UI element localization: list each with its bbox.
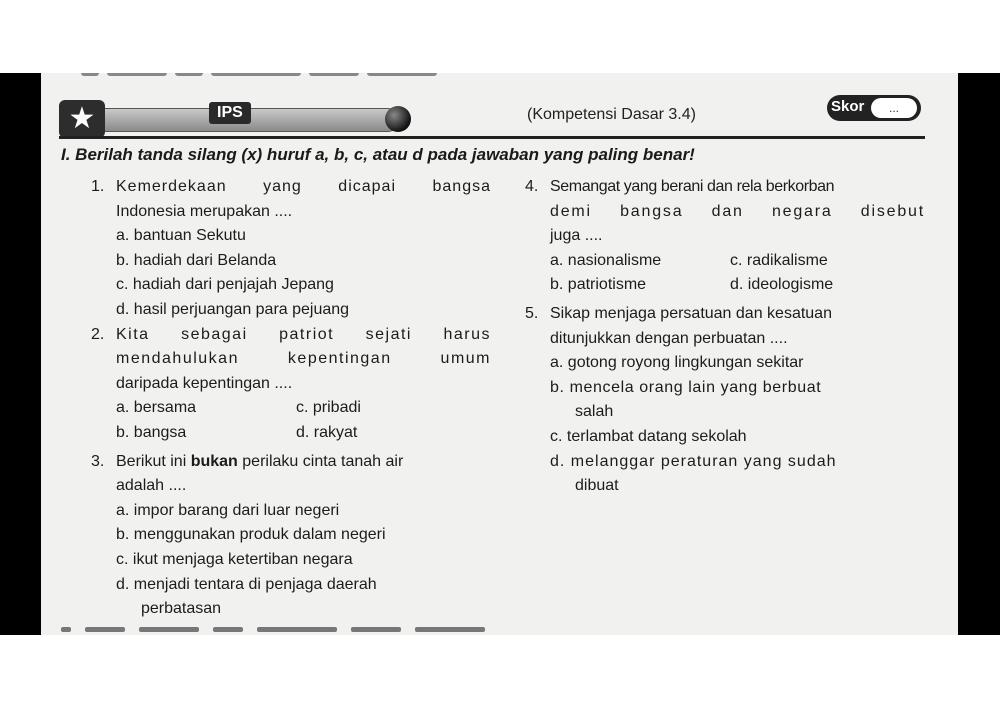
question-text-line: Kemerdekaan yang dicapai bangsa xyxy=(116,178,491,195)
instruction: I. Berilah tanda silang (x) huruf a, b, c, atau d pada jawaban yang paling benar! xyxy=(61,145,695,164)
option[interactable]: c. ikut menjaga ketertiban negara xyxy=(116,550,353,568)
question-text-line: daripada kepentingan .... xyxy=(116,374,293,392)
question-number: 1. xyxy=(91,178,105,195)
competency-label: (Kompetensi Dasar 3.4) xyxy=(527,106,696,123)
option-continuation: salah xyxy=(575,403,614,421)
star-icon: ★ xyxy=(59,100,105,138)
option[interactable]: a. impor barang dari luar negeri xyxy=(116,501,340,519)
question-number: 4. xyxy=(525,178,539,195)
score-box: ... xyxy=(871,98,917,118)
right-column xyxy=(525,175,925,499)
question-text-line: juga .... xyxy=(550,227,603,245)
option[interactable]: d. menjadi tentara di penjaga daerah xyxy=(116,575,377,593)
option[interactable]: d. ideologisme xyxy=(730,276,834,294)
option[interactable]: c. pribadi xyxy=(296,399,361,417)
question-1 xyxy=(91,175,491,224)
option-row xyxy=(525,249,925,274)
cut-off-top-line xyxy=(81,73,581,78)
option[interactable]: a. nasionalisme xyxy=(550,251,662,269)
option[interactable]: b. bangsa xyxy=(116,423,187,441)
question-3 xyxy=(91,450,491,499)
option[interactable]: b. mencela orang lain yang berbuat xyxy=(550,378,822,396)
cut-off-bottom-line xyxy=(61,627,601,635)
question-text-line: Kita sebagai patriot sejati harus xyxy=(116,325,491,343)
subject-label: IPS xyxy=(209,102,251,124)
option[interactable]: b. menggunakan produk dalam negeri xyxy=(116,526,386,544)
option[interactable]: c. radikalisme xyxy=(730,251,828,269)
option[interactable]: c. hadiah dari penjajah Jepang xyxy=(116,276,334,294)
left-column xyxy=(91,175,491,622)
score-badge xyxy=(827,95,921,121)
question-4 xyxy=(525,175,925,249)
right-black-border xyxy=(958,73,1000,635)
option-row xyxy=(91,421,491,446)
header-rule xyxy=(59,136,925,139)
question-2 xyxy=(91,323,491,397)
left-black-border xyxy=(0,73,41,635)
question-text-line: Indonesia merupakan .... xyxy=(116,202,293,220)
question-number: 5. xyxy=(525,304,539,322)
question-text-line xyxy=(116,450,491,475)
question-text-line: ditunjukkan dengan perbuatan .... xyxy=(550,329,788,347)
option[interactable]: a. bersama xyxy=(116,399,197,417)
question-number: 2. xyxy=(91,325,105,343)
option[interactable]: d. melanggar peraturan yang sudah xyxy=(550,452,837,470)
question-text-line: mendahulukan kepentingan umum xyxy=(116,350,491,368)
subject-banner xyxy=(59,100,409,136)
worksheet-page xyxy=(41,73,958,635)
question-text-line: Sikap menjaga persatuan dan kesatuan xyxy=(550,304,832,322)
option[interactable]: a. bantuan Sekutu xyxy=(116,227,246,245)
question-number: 3. xyxy=(91,452,105,470)
option[interactable]: c. terlambat datang sekolah xyxy=(550,427,747,445)
question-text-line: Semangat yang berani dan rela berkorban xyxy=(550,178,835,195)
question-emphasis: bukan xyxy=(190,452,238,470)
option[interactable]: d. rakyat xyxy=(296,423,358,441)
option[interactable]: b. patriotisme xyxy=(550,276,647,294)
option-continuation: dibuat xyxy=(575,477,619,495)
question-text-part: perilaku cinta tanah air xyxy=(242,452,404,470)
option-row xyxy=(525,273,925,298)
option[interactable]: a. gotong royong lingkungan sekitar xyxy=(550,354,804,372)
question-5 xyxy=(525,302,925,351)
option[interactable]: b. hadiah dari Belanda xyxy=(116,251,277,269)
option-row xyxy=(91,396,491,421)
question-text-line: adalah .... xyxy=(116,477,187,495)
question-text-line: demi bangsa dan negara disebut xyxy=(550,202,925,220)
score-label: Skor xyxy=(831,98,865,115)
option[interactable]: d. hasil perjuangan para pejuang xyxy=(116,300,350,318)
ball-icon xyxy=(385,106,411,132)
option-continuation: perbatasan xyxy=(141,600,222,618)
question-text-part: Berikut ini xyxy=(116,452,187,470)
